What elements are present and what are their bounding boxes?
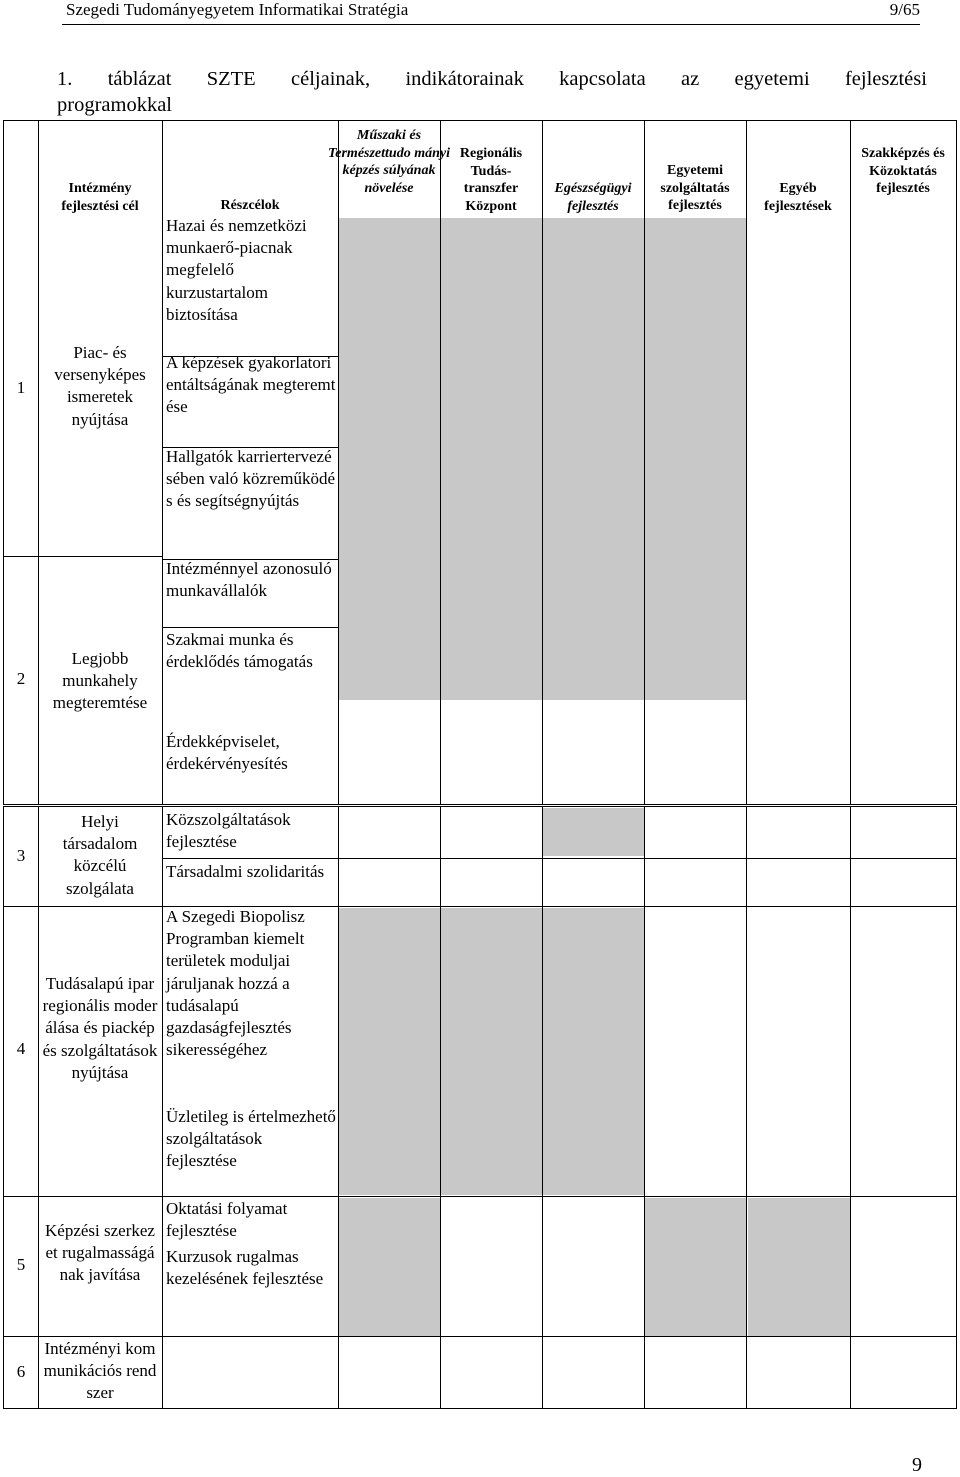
- subgoal-cell: Közszolgáltatások fejlesztése: [166, 810, 291, 852]
- row-number: 2: [16, 669, 26, 688]
- subgoal-cell: Társadalmi szolidaritás: [166, 862, 325, 881]
- column-header-program-2: Regionális Tudás- transzfer Központ: [459, 146, 523, 214]
- subgoal-cell: Üzletileg is értelmezhető szolgáltatások fejlesztése: [166, 1107, 336, 1171]
- column-header-program-3: Egészségügyi fejlesztés: [554, 181, 632, 214]
- subgoal-cell: Intézménnyel azonosuló munkavállalók: [166, 559, 332, 601]
- shade-cell: [440, 218, 542, 700]
- row-number: 4: [16, 1039, 26, 1058]
- row-number: 3: [16, 846, 26, 865]
- column-header-program-6: Szakképzés és Közoktatás fejlesztés: [861, 146, 945, 196]
- row-number: 1: [16, 378, 26, 397]
- goal-cell: Tudásalapú ipar regionális moderálása és piacképés szolgáltatások nyújtása: [42, 974, 158, 1082]
- table-caption: 1. táblázat SZTE céljainak, indikátorainak kapcsolata az egyetemi fejlesztési programokkal: [57, 68, 927, 116]
- running-header-page: 9/65: [889, 0, 920, 19]
- shade-cell: [542, 808, 644, 856]
- shade-cell: [644, 1198, 746, 1336]
- subgoal-cell: Érdekképviselet, érdekérvényesítés: [166, 732, 288, 774]
- column-header-program-5: Egyéb fejlesztések: [764, 181, 832, 214]
- column-header-program-1: Műszaki és Természettudo mányi képzés súlyának növelése: [328, 128, 450, 196]
- goal-cell: Helyi társadalom közcélú szolgálata: [62, 812, 138, 898]
- subgoal-cell: A Szegedi Biopolisz Programban kiemelt területek moduljai járuljanak hozzá a tudásalapú gazdaságfejlesztés sikerességéhez: [166, 907, 305, 1060]
- goal-cell: Intézményi kommunikációs rendszer: [43, 1339, 157, 1403]
- shade-cell: [748, 1198, 850, 1336]
- subgoal-cell: Hallgatók karriertervezésében való közreműködés és segítségnyújtás: [166, 447, 335, 511]
- shade-cell: [542, 218, 644, 700]
- shade-cell: [440, 908, 542, 1195]
- goal-cell: Legjobb munkahely megteremtése: [52, 649, 148, 713]
- row-number: 6: [16, 1362, 26, 1381]
- subgoal-cell: A képzések gyakorlatorientáltságának megteremtése: [166, 353, 336, 417]
- subgoal-cell: Oktatási folyamat fejlesztése: [166, 1199, 288, 1241]
- column-header-subgoals: Részcélok: [220, 198, 280, 213]
- header-rule: [62, 24, 920, 25]
- shade-cell: [338, 1198, 440, 1336]
- subgoal-cell: Szakmai munka és érdeklődés támogatás: [166, 630, 313, 672]
- page-number: 9: [912, 1454, 922, 1476]
- subgoal-cell: Hazai és nemzetközi munkaerő-piacnak megfelelő kurzustartalom biztosítása: [166, 216, 307, 324]
- column-header-program-4: Egyetemi szolgáltatás fejlesztés: [660, 163, 730, 213]
- goal-cell: Képzési szerkezet rugalmasságának javítása: [45, 1221, 155, 1285]
- goal-cell: Piac- és versenyképes ismeretek nyújtása: [54, 343, 146, 429]
- subgoal-cell: Kurzusok rugalmas kezelésének fejlesztése: [166, 1247, 324, 1289]
- shade-cell: [338, 218, 440, 700]
- row-number: 5: [16, 1255, 26, 1274]
- running-header-title: Szegedi Tudományegyetem Informatikai Stratégia: [66, 0, 409, 19]
- shade-cell: [338, 908, 440, 1195]
- shade-cell: [644, 218, 746, 700]
- column-header-goal: Intézmény fejlesztési cél: [61, 181, 139, 214]
- shade-cell: [542, 908, 644, 1195]
